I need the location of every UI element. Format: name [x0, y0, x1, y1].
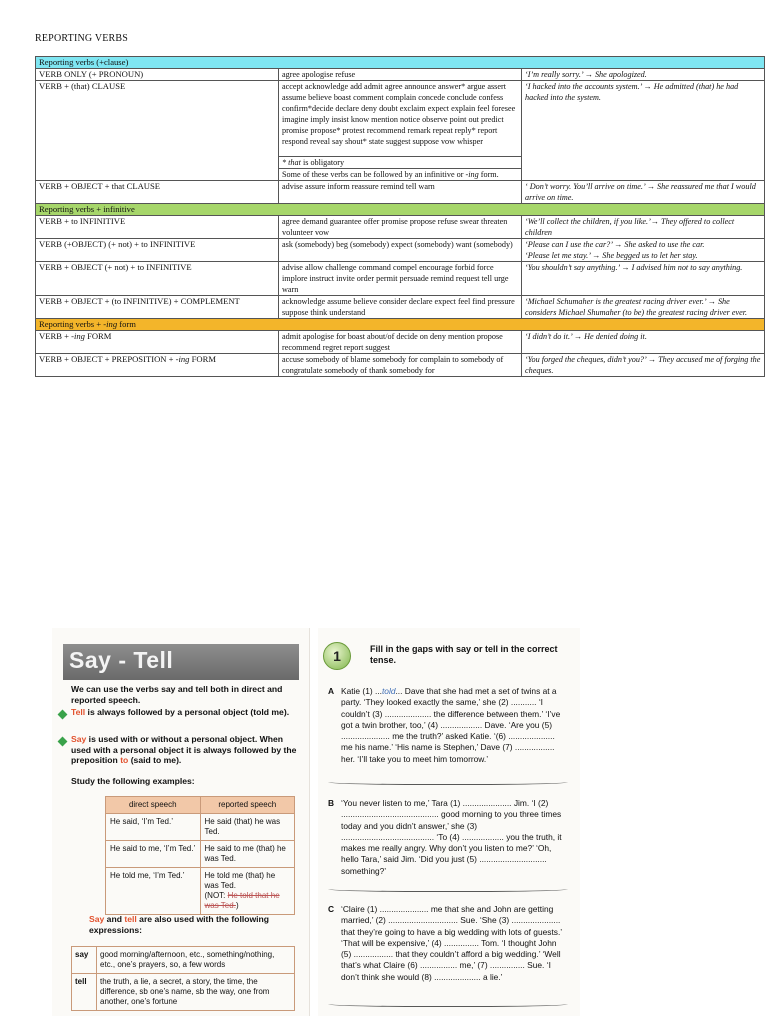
pattern-italic: -ing — [71, 331, 85, 341]
example-cell: ‘You forged the cheques, didn’t you?’ → They accused me of forging the cheques. — [522, 354, 765, 377]
part-text — [341, 686, 568, 765]
divider — [328, 885, 568, 892]
expressions-table — [71, 946, 295, 1011]
say-tell-page — [52, 628, 310, 1016]
verbs-cell: agree apologise refuse — [279, 69, 522, 81]
example-cell: ‘I’m really sorry.’ → She apologized. — [522, 69, 765, 81]
rule-tell-text: is always followed by a personal object (told me). — [85, 707, 290, 717]
exercise-page — [318, 628, 580, 1016]
section-label-end: form — [117, 319, 136, 329]
example-answer: told — [381, 686, 396, 696]
verbs-note — [279, 156, 521, 168]
rule-say-word: Say — [71, 734, 87, 744]
pattern-cell — [36, 354, 279, 377]
exercise-part-c — [328, 904, 568, 983]
bullet-diamond-icon — [58, 710, 68, 720]
part-letter: B — [328, 798, 335, 808]
not-label: (NOT: — [204, 891, 228, 900]
part-letter: C — [328, 904, 335, 914]
rule-say — [71, 734, 299, 766]
example-cell: ‘ Don’t worry. You’ll arrive on time.’ → She reassured me that I would arrive on time. — [522, 181, 765, 204]
exercise-part-a — [328, 686, 568, 765]
reported-cell: He said to me (that) he was Ted. — [200, 841, 295, 868]
also-and: and — [104, 914, 125, 924]
say-tell-banner — [63, 644, 299, 680]
reported-cell: He said (that) he was Ted. — [200, 814, 295, 841]
pattern-italic: -ing — [175, 354, 190, 364]
pattern-cell: VERB + OBJECT + that CLAUSE — [36, 181, 279, 204]
section-label: Reporting verbs + infinitive — [36, 204, 765, 216]
rule-say-to: to — [120, 755, 129, 765]
verbs-cell: accuse somebody of blame somebody for complain to somebody of congratulate somebody of thank somebody for — [279, 354, 522, 377]
rule-say-text: is used with or without a personal object. When used with a personal object it is always followed by the preposition — [71, 734, 297, 765]
example-cell: ‘I hacked into the accounts system.’ → He admitted (that) he had hacked into the system. — [522, 81, 765, 181]
exercise-instruction: Fill in the gaps with say or tell in the correct tense. — [370, 644, 558, 665]
tell-expressions: the truth, a lie, a secret, a story, the time, the difference, sb one’s name, sb the way, one from another, one’s fortune — [97, 974, 295, 1011]
pattern-end: FORM — [84, 331, 112, 341]
also-used-text — [89, 914, 299, 935]
subnote-italic: -ing — [465, 170, 479, 179]
col-header-direct: direct speech — [106, 797, 201, 814]
verbs-cell: agree demand guarantee offer promise propose refuse swear threaten volunteer vow — [279, 216, 522, 239]
pattern-cell: VERB + OBJECT + (to INFINITIVE) + COMPLEMENT — [36, 296, 279, 319]
exercise-number-badge: 1 — [323, 642, 351, 670]
table-row — [36, 354, 765, 377]
table-row — [72, 974, 295, 1011]
table-row — [106, 814, 295, 841]
part-letter: A — [328, 686, 335, 696]
section-label: Reporting verbs (+clause) — [36, 57, 765, 69]
direct-cell: He told me, ‘I’m Ted.’ — [106, 868, 201, 915]
divider — [328, 778, 568, 785]
example-cell: ‘Michael Schumaher is the greatest racing driver ever.’ → She considers Michael Shumaher (to be) the greatest racing driver ever. — [522, 296, 765, 319]
examples-table — [105, 796, 295, 915]
also-tell: tell — [124, 914, 137, 924]
pattern-end: FORM — [189, 354, 216, 364]
table-row — [36, 239, 765, 262]
tell-label: tell — [72, 974, 97, 1011]
bullet-diamond-icon — [58, 737, 68, 747]
verbs-cell: admit apologise for boast about/of decide on deny mention propose recommend regret report suggest — [279, 331, 522, 354]
note-star: * that — [282, 158, 301, 167]
table-header-row — [106, 797, 295, 814]
struck-text: He told that he was Ted. — [204, 891, 280, 910]
pattern-cell: VERB + (that) CLAUSE — [36, 81, 279, 181]
pattern-text: VERB + — [39, 331, 72, 341]
example-cell: ‘We’ll collect the children, if you like.’→ They offered to collect children — [522, 216, 765, 239]
note-rest: is obligatory — [300, 158, 345, 167]
example-line: ‘Please can I use the car?’ → She asked to use the car. — [525, 240, 705, 249]
part-text: ‘Claire (1) ..................... me that she and John are getting married,’ (2) .............................. Sue. ‘She (3) ..................... that they’re going to have a big wedding with lots of guests.’ ‘That will be expensive,’ (4) ............... Tom. ‘I thought John (5) ................. that they couldn’t afford a big wedding.’ ‘Well that’s what Claire (6) ................ me,’ (7) ............... Sue. ‘I don’t think she would (8) .................... a lie.’ — [341, 904, 562, 982]
rule-tell — [71, 707, 299, 718]
part-text-start: Katie (1) ... — [341, 686, 382, 696]
also-rest: are also used with the following expressions: — [89, 914, 270, 935]
example-line: ‘Please let me stay.’ → She begged us to let her stay. — [525, 251, 698, 260]
section-header-infinitive — [36, 204, 765, 216]
verbs-subnote — [279, 168, 521, 180]
pattern-text: VERB + OBJECT + PREPOSITION + — [39, 354, 176, 364]
part-text: ‘You never listen to me,’ Tara (1) ..................... Jim. ‘I (2) .......................................... good morning to you three times today and you didn’t answer,’ she (3) ........................................ ‘To (4) .................. you the truth, it makes me really angry. Why don’t you listen to me?’ ‘Oh, hello Tara,’ said Jim. ‘Did you just (5) ............................. something?’ — [341, 798, 562, 876]
pattern-cell: VERB (+OBJECT) (+ not) + to INFINITIVE — [36, 239, 279, 262]
direct-cell: He said, ‘I’m Ted.’ — [106, 814, 201, 841]
verbs-cell — [279, 81, 522, 181]
table-row — [36, 81, 765, 181]
pattern-cell: VERB + to INFINITIVE — [36, 216, 279, 239]
table-row — [36, 296, 765, 319]
direct-cell: He said to me, ‘I’m Ted.’ — [106, 841, 201, 868]
reporting-verbs-table — [35, 56, 765, 377]
part-text-rest: ... Dave that she had met a set of twins at a party. ‘They looked exactly the same,’ she (2) ........... ‘I couldn’t (3) .................... the difference between them.’ ‘I’ve got a twin brother, too,’ (4) .................. Dave. ‘Are you (5) ..................... me the truth?’ asked Katie. ‘(6) .................... me his name.’ ‘His name is Stephen,’ Dave (7) ................. her. ‘I’ll take you to meet him tomorrow.’ — [341, 686, 561, 764]
table-row — [36, 181, 765, 204]
reported-text: He told me (that) he was Ted. — [204, 871, 276, 890]
also-say: Say — [89, 914, 105, 924]
section-header-ing — [36, 319, 765, 331]
pattern-cell — [36, 331, 279, 354]
say-tell-title: Say - Tell — [69, 647, 174, 673]
pattern-cell: VERB ONLY (+ PRONOUN) — [36, 69, 279, 81]
section-label-text: Reporting verbs + — [39, 319, 104, 329]
reported-cell — [200, 868, 295, 915]
pattern-cell: VERB + OBJECT (+ not) + to INFINITIVE — [36, 262, 279, 296]
subnote-end: form. — [478, 170, 499, 179]
example-cell: ‘You shouldn’t say anything.’ → I advised him not to say anything. — [522, 262, 765, 296]
subnote-text: Some of these verbs can be followed by an infinitive or — [282, 170, 466, 179]
table-row — [36, 262, 765, 296]
verbs-cell: acknowledge assume believe consider declare expect feel find pressure suppose think understand — [279, 296, 522, 319]
not-close: ) — [235, 901, 239, 910]
section-label-italic: -ing — [103, 319, 118, 329]
table-row — [36, 331, 765, 354]
table-row — [36, 216, 765, 239]
intro-text: We can use the verbs say and tell both in direct and reported speech. — [71, 684, 283, 705]
verbs-list: accept acknowledge add admit agree announce answer* argue assert assume believe boast comment complain concede conclude confess confirm*decide declare deny doubt exclaim expect explain feel foresee imagine imply insist know mention notice observe point out predict promise propose* protest recommend remark repeat reply* report respond reveal say shout* state suggest suppose vow whisper — [282, 82, 516, 146]
table-row — [36, 69, 765, 81]
verbs-cell: advise assure inform reassure remind tell warn — [279, 181, 522, 204]
verbs-cell: ask (somebody) beg (somebody) expect (somebody) want (somebody) — [279, 239, 522, 262]
verbs-cell: advise allow challenge command compel encourage forbid force implore instruct invite order permit persuade remind request tell urge warn — [279, 262, 522, 296]
table-row — [106, 841, 295, 868]
table-row — [106, 868, 295, 915]
study-text: Study the following examples: — [71, 776, 195, 786]
rule-tell-word: Tell — [71, 707, 86, 717]
col-header-reported: reported speech — [200, 797, 295, 814]
example-cell: ‘I didn’t do it.’ → He denied doing it. — [522, 331, 765, 354]
section-label — [36, 319, 765, 331]
exercise-part-b — [328, 798, 568, 877]
say-label: say — [72, 947, 97, 974]
say-expressions: good morning/afternoon, etc., something/nothing, etc., one’s prayers, so, a few words — [97, 947, 295, 974]
table-row — [72, 947, 295, 974]
rule-say-end: (said to me). — [128, 755, 182, 765]
divider — [328, 1000, 568, 1007]
section-header-clause — [36, 57, 765, 69]
document-title: REPORTING VERBS — [35, 33, 129, 44]
example-cell — [522, 239, 765, 262]
